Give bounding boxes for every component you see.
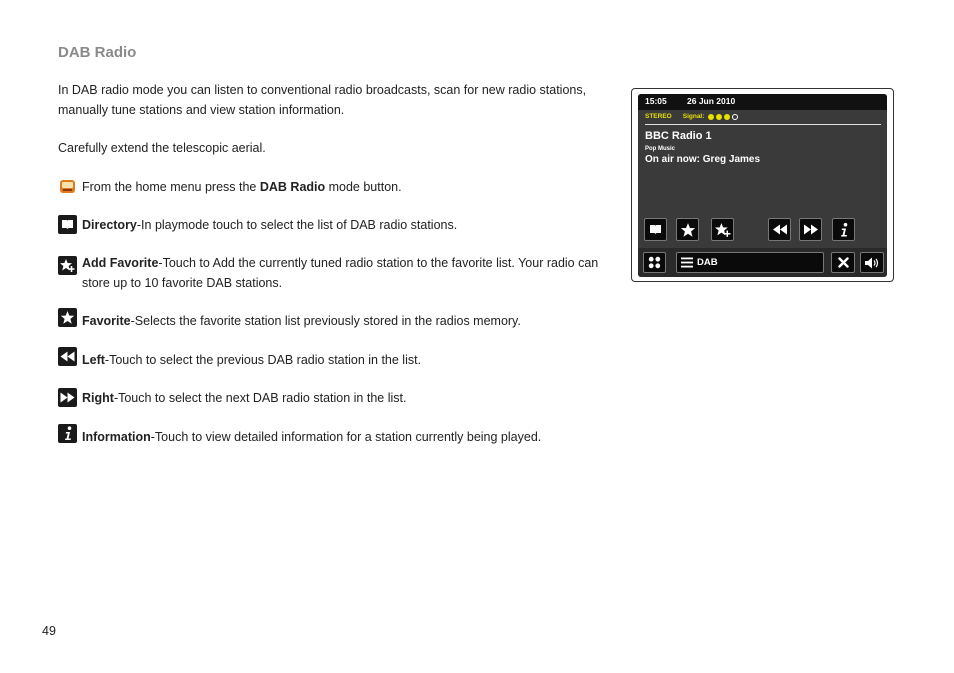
left-desc: -Touch to select the previous DAB radio station in the list. (104, 353, 422, 367)
favorite-label: Favorite (82, 314, 131, 328)
status-bar (638, 94, 887, 110)
right-instruction (58, 388, 618, 408)
information-desc: -Touch to view detailed information for a station currently being played. (150, 430, 542, 444)
home-instruction-bold: DAB Radio (259, 180, 326, 194)
left-label: Left (82, 353, 105, 367)
home-instruction-rest: mode button. (325, 180, 402, 194)
information-button[interactable] (832, 218, 855, 241)
right-desc: -Touch to select the next DAB radio station in the list. (113, 391, 407, 405)
bottom-toolbar (638, 248, 887, 277)
page-number: 49 (42, 624, 56, 638)
add-favorite-instruction (58, 253, 618, 293)
volume-button[interactable] (860, 252, 884, 273)
directory-icon (649, 224, 662, 235)
next-station-button[interactable] (799, 218, 822, 241)
radio-screen (638, 94, 887, 277)
directory-label: Directory (82, 218, 137, 232)
signal-dot (724, 114, 730, 120)
close-button[interactable] (831, 252, 855, 273)
speaker-volume-icon (865, 257, 880, 269)
list-menu-icon (681, 257, 693, 268)
home-menu-button[interactable] (643, 252, 666, 273)
home-radio-icon (58, 177, 77, 196)
station-genre: Pop Music (645, 146, 676, 152)
now-playing-text: On air now: Greg James (645, 154, 761, 165)
information-instruction (58, 427, 618, 447)
fast-forward-icon (58, 388, 77, 407)
add-favorite-desc: -Touch to Add the currently tuned radio station to the favorite list. Your radio can store up to 10 favorite DAB stations. (82, 256, 599, 290)
fast-forward-icon (803, 224, 819, 235)
signal-label: Signal: (682, 113, 705, 120)
signal-dot (732, 114, 738, 120)
info-icon (838, 222, 850, 238)
favorite-desc: -Selects the favorite station list previously stored in the radios memory. (130, 314, 521, 328)
favorite-instruction (58, 311, 618, 331)
home-instruction-text: From the home menu press the (82, 180, 260, 194)
favorite-star-icon (680, 222, 696, 238)
rewind-icon (58, 347, 77, 366)
home-instruction (58, 177, 618, 197)
info-icon (58, 424, 77, 443)
signal-strength-indicator (708, 114, 740, 120)
directory-icon (58, 215, 77, 234)
directory-instruction (58, 215, 618, 235)
right-label: Right (82, 391, 114, 405)
add-favorite-icon (715, 222, 731, 238)
aerial-paragraph: Carefully extend the telescopic aerial. (58, 141, 266, 155)
favorite-star-icon (58, 308, 77, 327)
divider (645, 124, 881, 125)
stereo-indicator: STEREO (645, 113, 672, 120)
intro-paragraph: In DAB radio mode you can listen to conventional radio broadcasts, scan for new radio stations, manually tune stations and view station information. (58, 83, 587, 117)
source-menu-button[interactable] (676, 252, 824, 273)
signal-row (645, 113, 740, 120)
add-favorite-label: Add Favorite (82, 256, 159, 270)
information-label: Information (82, 430, 151, 444)
directory-desc: -In playmode touch to select the list of DAB radio stations. (136, 218, 458, 232)
directory-button[interactable] (644, 218, 667, 241)
radio-device-frame (631, 88, 894, 282)
add-favorite-icon (58, 256, 77, 275)
favorite-button[interactable] (676, 218, 699, 241)
clock-time: 15:05 (645, 96, 667, 106)
signal-dot (716, 114, 722, 120)
close-icon (838, 257, 849, 268)
rewind-icon (772, 224, 788, 235)
previous-station-button[interactable] (768, 218, 791, 241)
signal-dot (708, 114, 714, 120)
add-favorite-button[interactable] (711, 218, 734, 241)
left-instruction (58, 350, 618, 370)
source-label: DAB (697, 257, 718, 268)
station-name: BBC Radio 1 (645, 130, 712, 142)
grid-menu-icon (648, 256, 661, 269)
clock-date: 26 Jun 2010 (687, 96, 736, 106)
section-title: DAB Radio (58, 44, 137, 61)
